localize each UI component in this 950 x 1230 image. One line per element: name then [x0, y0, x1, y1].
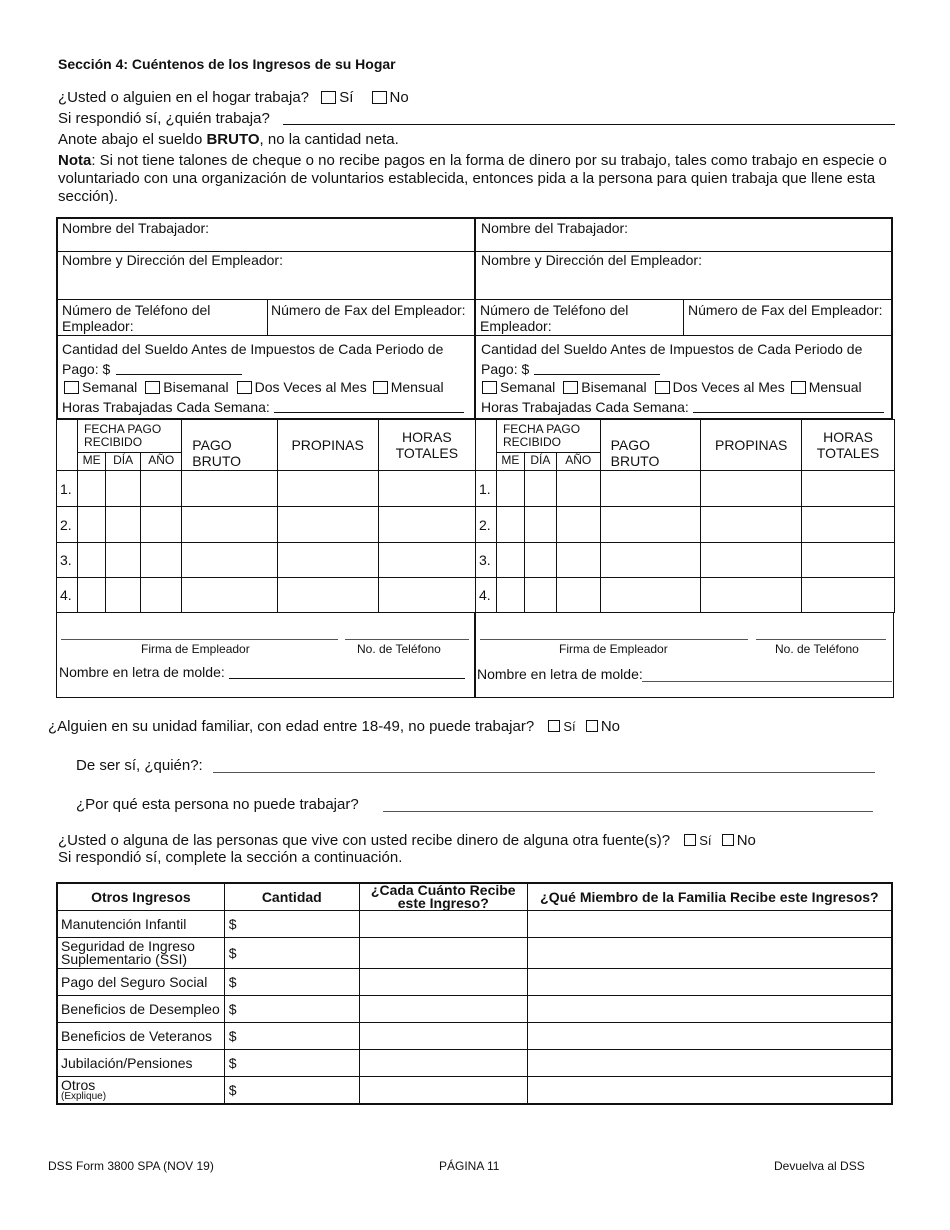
gross-pay-header: PAGO BRUTO	[600, 420, 701, 471]
frequency-header: ¿Cada Cuánto Recibe este Ingreso?	[359, 883, 527, 911]
total-hours-header: HORAS TOTALES	[378, 420, 475, 471]
phone-label: Número de Teléfono del Empleador:	[480, 302, 629, 334]
day-header: DÍA	[106, 453, 141, 471]
amount-header: Cantidad	[224, 883, 359, 911]
unable-why-label: ¿Por qué esta persona no puede trabajar?	[76, 796, 359, 813]
works-question-row	[58, 89, 409, 106]
who-works-field[interactable]	[283, 124, 895, 125]
employer-signature-line[interactable]	[480, 639, 748, 640]
other-money-no-label: No	[736, 832, 756, 849]
works-yes-label: Sí	[339, 89, 354, 106]
unable-question: ¿Alguien en su unidad familiar, con edad entre 18-49, no puede trabajar?	[48, 718, 535, 735]
monthly-checkbox[interactable]	[791, 381, 806, 394]
row-number: 1.	[476, 471, 497, 507]
pay-amount-field[interactable]	[116, 374, 242, 375]
frequency-options: Semanal Bisemanal Dos Veces al Mes Mensual	[64, 379, 444, 396]
hours-label: Horas Trabajadas Cada Semana:	[62, 399, 270, 415]
other-money-row	[58, 832, 756, 849]
unable-no-label: No	[600, 718, 620, 735]
section-title: Sección 4: Cuéntenos de los Ingresos de su Hogar	[58, 56, 396, 72]
pay-label: Pago: $	[481, 361, 530, 377]
print-name-label: Nombre en letra de molde:	[59, 664, 225, 680]
income-source: Pago del Seguro Social	[57, 969, 224, 996]
income-source: Beneficios de Veteranos	[57, 1023, 224, 1050]
semimonthly-checkbox[interactable]	[655, 381, 670, 394]
hours-field[interactable]	[693, 412, 884, 413]
other-money-instruction: Si respondió sí, complete la sección a continuación.	[58, 849, 403, 866]
print-name-field[interactable]	[642, 681, 892, 682]
tips-header: PROPINAS	[701, 420, 802, 471]
row-number: 4.	[57, 578, 78, 613]
wage-label: Cantidad del Sueldo Antes de Impuestos de Cada Periodo de	[481, 341, 863, 357]
signature-caption: Firma de Empleador	[141, 642, 250, 656]
pay-table-left	[56, 419, 476, 613]
gross-instruction: Anote abajo el sueldo BRUTO, no la cantidad neta.	[58, 131, 399, 148]
unable-yes-label: Sí	[563, 719, 576, 734]
hours-field[interactable]	[274, 412, 464, 413]
amount-field[interactable]: $	[224, 1050, 359, 1077]
hours-label: Horas Trabajadas Cada Semana:	[481, 399, 689, 415]
signature-box-left	[56, 612, 475, 698]
wage-label: Cantidad del Sueldo Antes de Impuestos de Cada Periodo de	[62, 341, 444, 357]
return-note: Devuelva al DSS	[774, 1159, 865, 1173]
row-number: 2.	[476, 507, 497, 543]
biweekly-checkbox[interactable]	[563, 381, 578, 394]
income-source: Beneficios de Desempleo	[57, 996, 224, 1023]
weekly-checkbox[interactable]	[64, 381, 79, 394]
income-source: Manutención Infantil	[57, 911, 224, 938]
worker-name-label: Nombre del Trabajador:	[481, 220, 629, 236]
form-number: DSS Form 3800 SPA (NOV 19)	[48, 1159, 214, 1173]
pay-label: Pago: $	[62, 361, 111, 377]
other-money-yes-checkbox[interactable]	[684, 834, 696, 846]
amount-field[interactable]: $	[224, 938, 359, 969]
biweekly-checkbox[interactable]	[145, 381, 160, 394]
pay-amount-field[interactable]	[534, 374, 660, 375]
amount-field[interactable]: $	[224, 996, 359, 1023]
note-text: Nota: Si not tiene talones de cheque o no recibe pagos en la forma de dinero por su trabajo, tales como trabajo en especie o voluntariado con una organización de voluntarios establecida, entonces pida a la persona para quien trabaja que llene esta sección).	[58, 152, 887, 205]
family-member-header: ¿Qué Miembro de la Familia Recibe este Ingresos?	[527, 883, 892, 911]
year-header: AÑO	[141, 453, 182, 471]
phone-caption: No. de Teléfono	[775, 642, 859, 656]
amount-field[interactable]: $	[224, 1077, 359, 1105]
row-number: 1.	[57, 471, 78, 507]
phone-label: Número de Teléfono del Empleador:	[62, 302, 211, 334]
employer-label: Nombre y Dirección del Empleador:	[481, 252, 702, 268]
income-source: Jubilación/Pensiones	[57, 1050, 224, 1077]
worker-info-left	[56, 217, 476, 420]
total-hours-header: HORAS TOTALES	[802, 420, 895, 471]
frequency-options: Semanal Bisemanal Dos Veces al Mes Mensual	[482, 379, 862, 396]
row-number: 4.	[476, 578, 497, 613]
date-received-header: FECHA PAGO RECIBIDO	[496, 420, 600, 453]
month-header: ME	[78, 453, 106, 471]
employer-phone-line[interactable]	[756, 639, 886, 640]
print-name-field[interactable]	[229, 678, 465, 679]
unable-who-field[interactable]	[213, 772, 875, 773]
date-received-header: FECHA PAGO RECIBIDO	[78, 420, 182, 453]
employer-label: Nombre y Dirección del Empleador:	[62, 252, 283, 268]
year-header: AÑO	[556, 453, 600, 471]
month-header: ME	[496, 453, 524, 471]
works-question: ¿Usted o alguien en el hogar trabaja?	[58, 89, 310, 106]
unable-yes-checkbox[interactable]	[548, 720, 560, 732]
who-works-label: Si respondió sí, ¿quién trabaja?	[58, 110, 270, 127]
amount-field[interactable]: $	[224, 911, 359, 938]
phone-caption: No. de Teléfono	[357, 642, 441, 656]
row-number: 2.	[57, 507, 78, 543]
row-number: 3.	[57, 543, 78, 578]
amount-field[interactable]: $	[224, 969, 359, 996]
amount-field[interactable]: $	[224, 1023, 359, 1050]
unable-no-checkbox[interactable]	[586, 720, 598, 732]
worker-name-label: Nombre del Trabajador:	[62, 220, 210, 236]
monthly-checkbox[interactable]	[373, 381, 388, 394]
gross-pay-header: PAGO BRUTO	[182, 420, 277, 471]
works-no-label: No	[389, 89, 409, 106]
page-number: PÁGINA 11	[439, 1159, 500, 1173]
signature-caption: Firma de Empleador	[559, 642, 668, 656]
income-source-other: Otros (Explique)	[57, 1077, 224, 1105]
fax-label: Número de Fax del Empleador:	[688, 302, 883, 318]
employer-signature-line[interactable]	[61, 639, 338, 640]
explain-note: (Explique)	[61, 1090, 107, 1102]
print-name-label: Nombre en letra de molde:	[477, 666, 643, 682]
unable-why-field[interactable]	[383, 811, 873, 812]
tips-header: PROPINAS	[277, 420, 378, 471]
worker-info-right	[474, 217, 893, 420]
other-money-question: ¿Usted o alguna de las personas que vive con usted recibe dinero de alguna otra fuente(s)?	[58, 832, 671, 849]
other-income-header: Otros Ingresos	[57, 883, 224, 911]
unable-who-label: De ser sí, ¿quién?:	[76, 757, 203, 774]
employer-phone-line[interactable]	[345, 639, 469, 640]
other-income-table	[56, 882, 893, 1105]
income-source: Seguridad de Ingreso Suplementario (SSI)	[57, 938, 224, 969]
day-header: DÍA	[524, 453, 556, 471]
signature-box-right	[475, 612, 894, 698]
other-money-no-checkbox[interactable]	[722, 834, 734, 846]
works-yes-checkbox[interactable]	[321, 91, 336, 104]
row-number: 3.	[476, 543, 497, 578]
weekly-checkbox[interactable]	[482, 381, 497, 394]
fax-label: Número de Fax del Empleador:	[271, 302, 466, 318]
works-no-checkbox[interactable]	[372, 91, 387, 104]
semimonthly-checkbox[interactable]	[237, 381, 252, 394]
pay-table-right	[475, 419, 895, 613]
unable-question-row	[48, 718, 620, 735]
other-money-yes-label: Sí	[699, 833, 712, 848]
